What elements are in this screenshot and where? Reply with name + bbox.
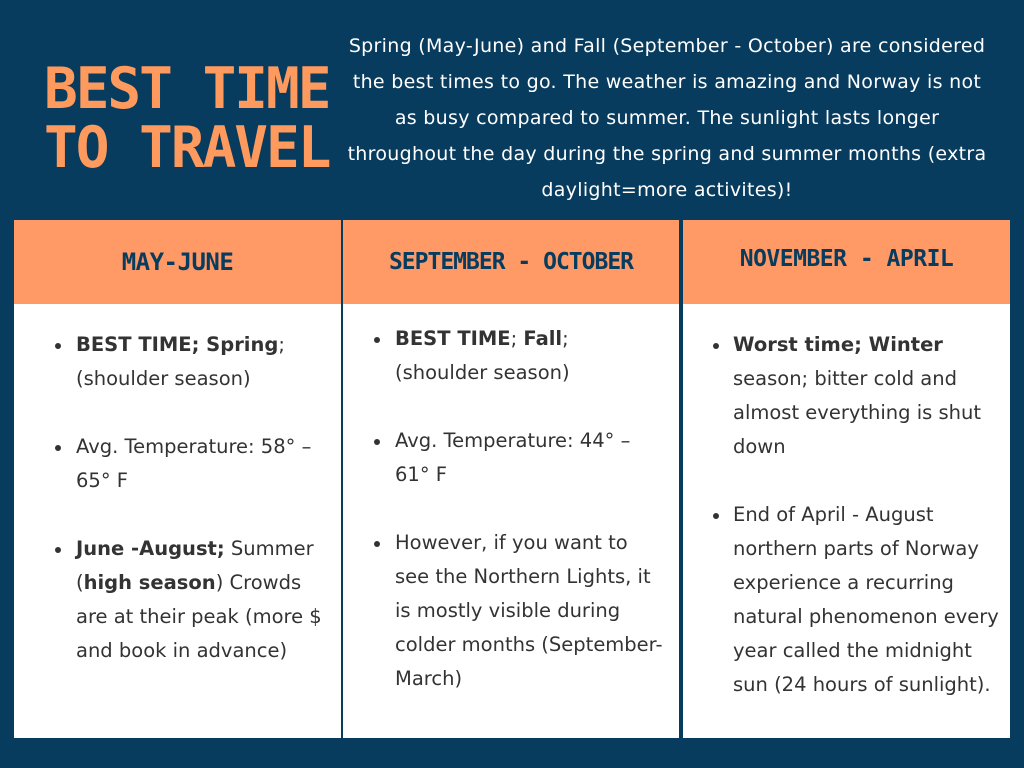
column-heading-november-april: NOVEMBER - APRIL bbox=[683, 220, 1010, 304]
list-item-bold: high season bbox=[83, 571, 216, 594]
column-september-october bbox=[343, 220, 679, 738]
list-item bbox=[14, 430, 341, 498]
page-title-line-2: TO TRAVEL bbox=[44, 115, 330, 182]
list-item-text: ; (shoulder season) bbox=[76, 333, 285, 390]
list-item-bold: Fall bbox=[523, 327, 563, 350]
column-november-april bbox=[683, 220, 1010, 738]
list-item-text: However, if you want to see the Northern Lights, it is mostly visible during colder months (September-March) bbox=[395, 531, 663, 690]
list-item-text: ) Crowds are at their peak (more $ and book in advance) bbox=[76, 571, 322, 662]
list-item bbox=[14, 328, 341, 396]
list-item bbox=[343, 424, 679, 492]
list-item bbox=[683, 498, 1010, 702]
november-april-list bbox=[683, 304, 1010, 702]
list-item bbox=[683, 328, 1010, 464]
list-item-text: Avg. Temperature: 58° – 65° F bbox=[76, 435, 312, 492]
list-item-bold: Worst time; Winter bbox=[733, 333, 943, 356]
list-item-text: ; (shoulder season) bbox=[395, 327, 570, 384]
column-heading-september-october: SEPTEMBER - OCTOBER bbox=[343, 220, 679, 304]
column-heading-may-june: MAY-JUNE bbox=[14, 220, 341, 304]
list-item bbox=[14, 532, 341, 668]
page-title-line-1: BEST TIME bbox=[44, 55, 330, 123]
intro-paragraph: Spring (May-June) and Fall (September - October) are considered the best times to go. The weather is amazing and Norway is not as busy compared to summer. The sunlight lasts longer throughout the day during the spring and summer months (extra daylight=more activites)! bbox=[347, 35, 987, 201]
list-item-bold: BEST TIME; Spring bbox=[76, 333, 279, 356]
list-item-text: Summer ( bbox=[76, 537, 314, 594]
column-may-june bbox=[14, 220, 341, 738]
list-item-text: End of April - August northern parts of Norway experience a recurring natural phenomenon every year called the midnight sun (24 hours of sunlight). bbox=[733, 503, 999, 696]
list-item-bold: BEST TIME bbox=[395, 327, 511, 350]
list-item-text: Avg. Temperature: 44° – 61° F bbox=[395, 429, 631, 486]
list-item-text: season; bitter cold and almost everything is shut down bbox=[733, 367, 982, 458]
list-item bbox=[343, 526, 679, 696]
list-item bbox=[343, 322, 679, 390]
list-item-bold: June -August; bbox=[76, 537, 225, 560]
may-june-list bbox=[14, 304, 341, 668]
page-title bbox=[44, 55, 344, 182]
list-item-text: ; bbox=[510, 327, 524, 350]
september-october-list bbox=[343, 304, 679, 696]
